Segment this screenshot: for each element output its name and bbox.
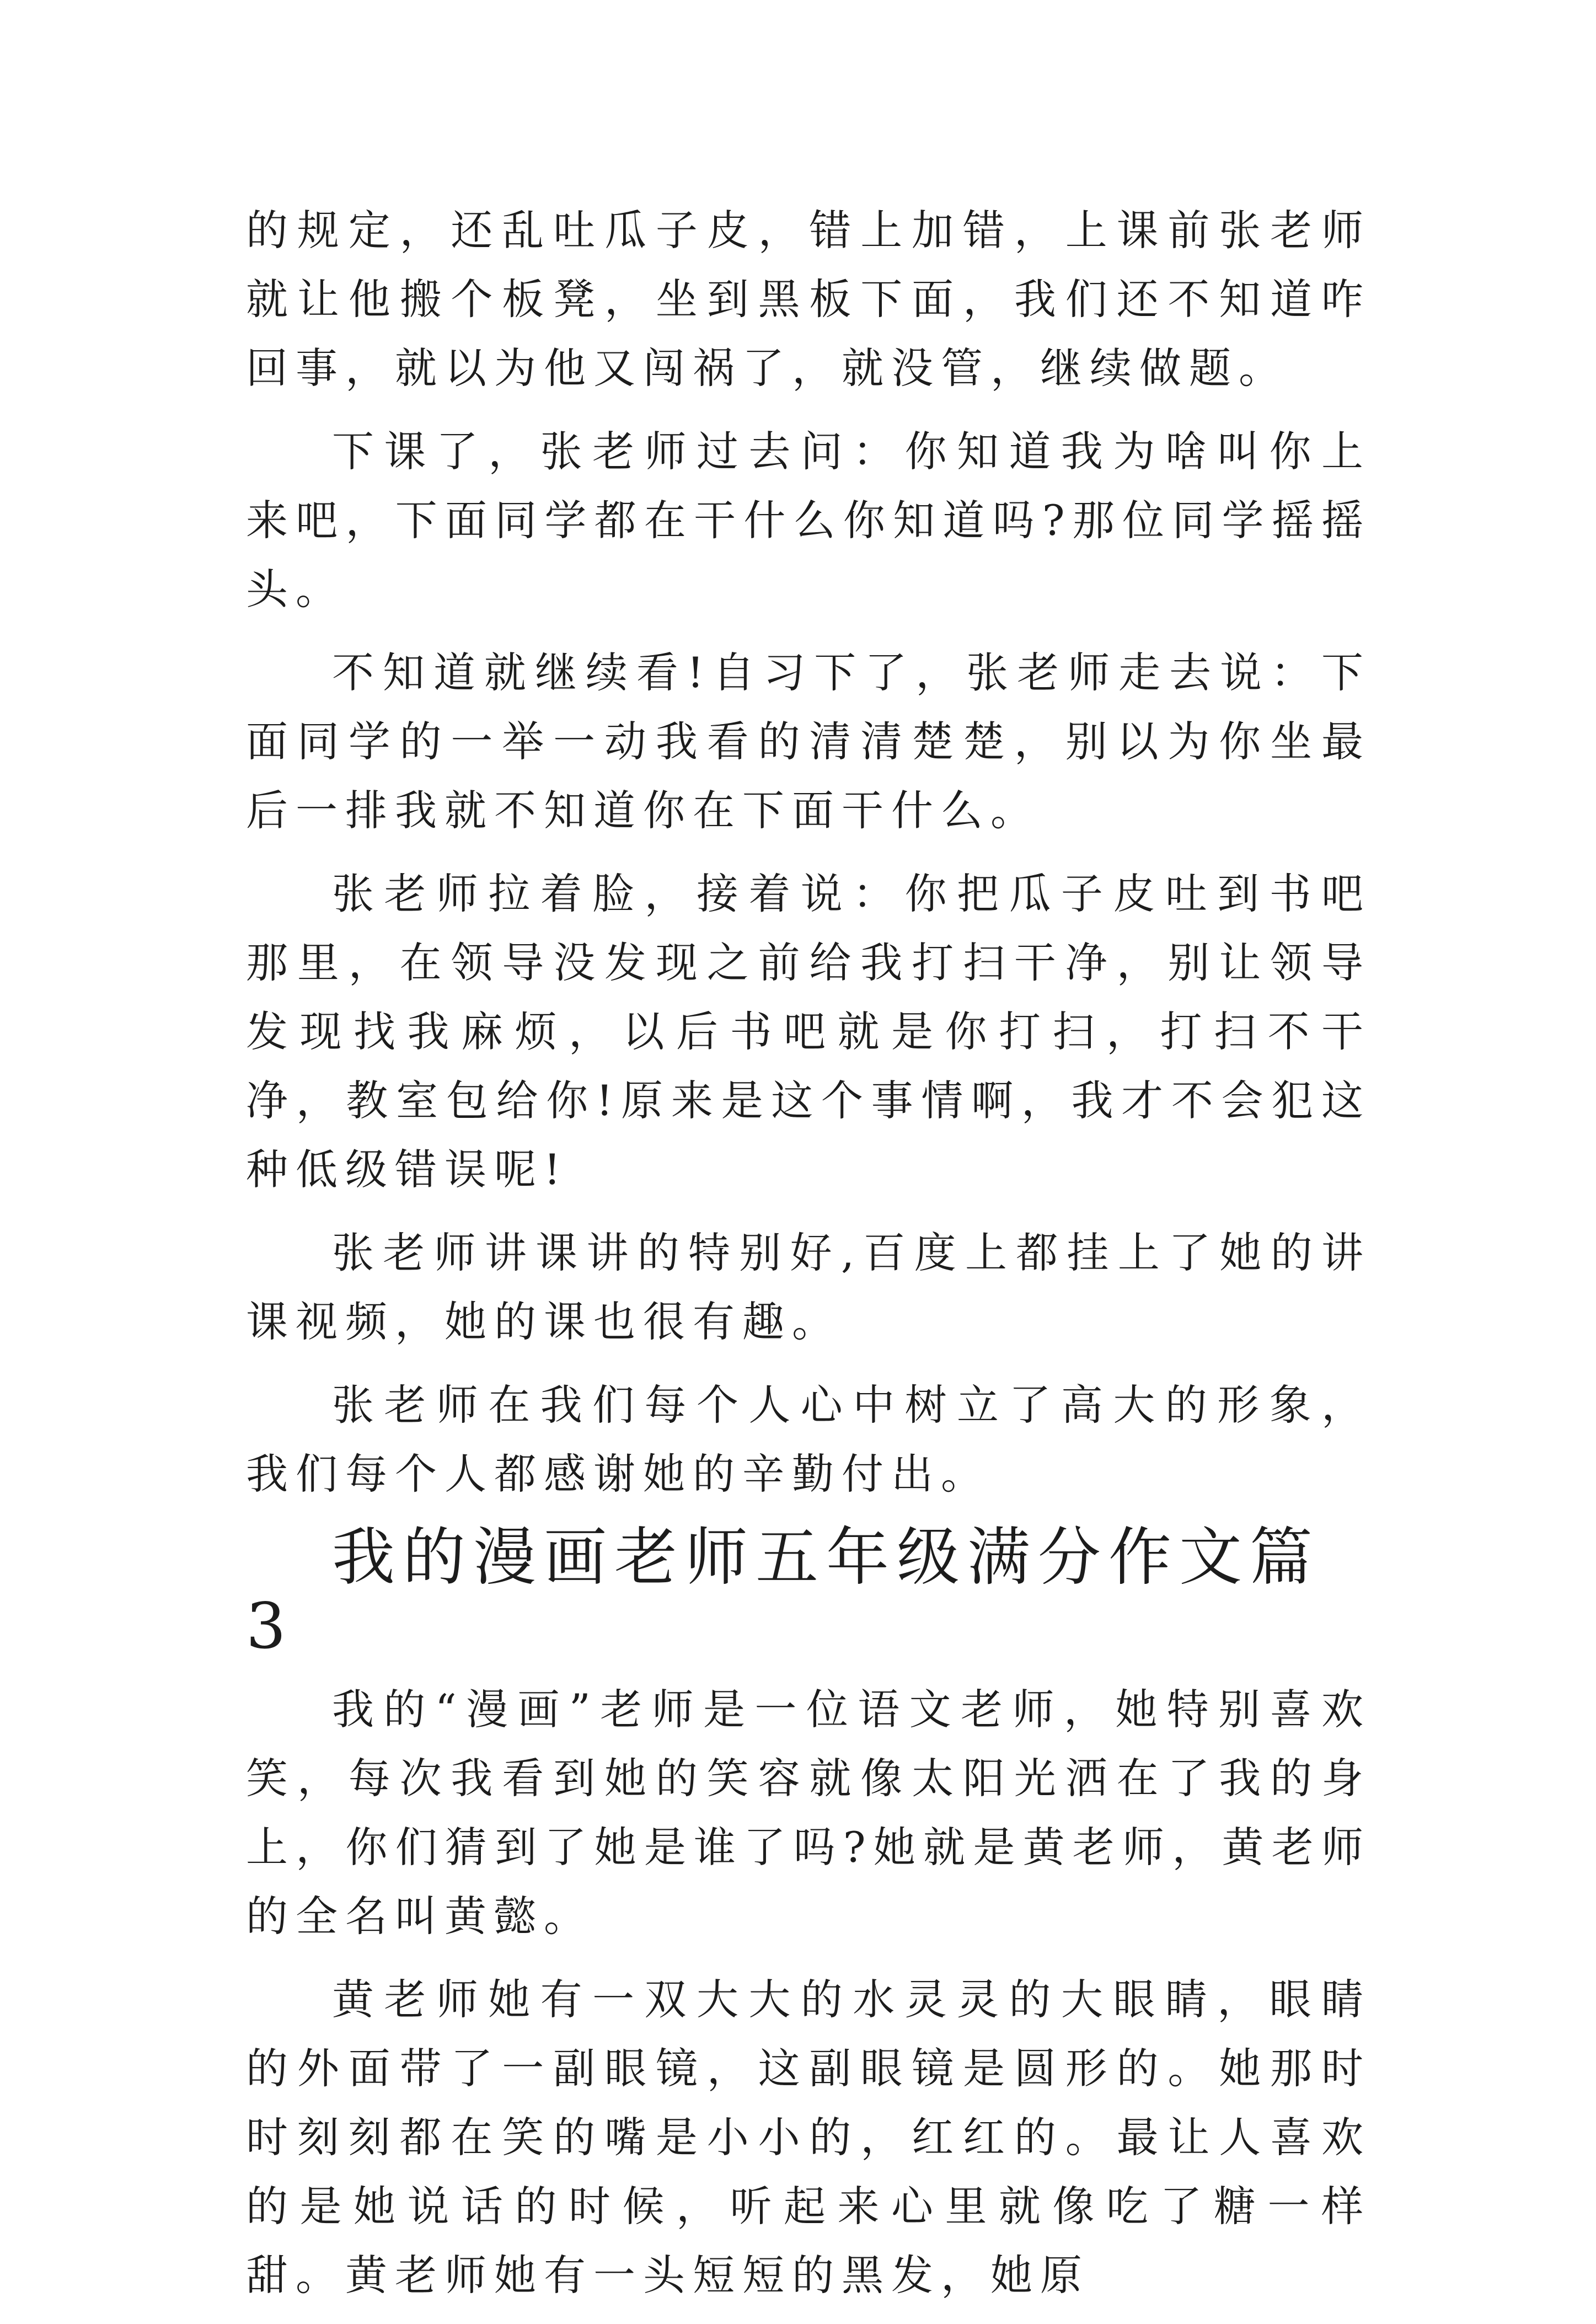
document-body (246, 196, 1371, 2324)
paragraph: 张老师拉着脸，接着说：你把瓜子皮吐到书吧那里，在领导没发现之前给我打扫干净，别让领导发现找我麻烦，以后书吧就是你打扫，打扫不干净，教室包给你!原来是这个事情啊，我才不会犯这种低级错误呢! (246, 869, 1371, 1194)
paragraph: 下课了，张老师过去问：你知道我为啥叫你上来吧，下面同学都在干什么你知道吗?那位同学摇摇头。 (246, 427, 1371, 614)
paragraph: 不知道就继续看!自习下了，张老师走去说：下面同学的一举一动我看的清清楚楚，别以为你坐最后一排我就不知道你在下面干什么。 (246, 648, 1371, 835)
section-heading: 我的漫画老师五年级满分作文篇 3 (246, 1520, 1321, 1663)
paragraph: 黄老师她有一双大大的水灵灵的大眼睛，眼睛的外面带了一副眼镜，这副眼镜是圆形的。她那时时刻刻都在笑的嘴是小小的，红红的。最让人喜欢的是她说话的时候，听起来心里就像吃了糖一样甜。黄老师她有一头短短的黑发，她原 (246, 1975, 1371, 2300)
paragraph: 张老师在我们每个人心中树立了高大的形象，我们每个人都感谢她的辛勤付出。 (246, 1380, 1371, 1498)
paragraph: 张老师讲课讲的特别好,百度上都挂上了她的讲课视频，她的课也很有趣。 (246, 1228, 1371, 1346)
paragraph-continued: 的规定，还乱吐瓜子皮，错上加错，上课前张老师就让他搬个板凳，坐到黑板下面，我们还不知道咋回事，就以为他又闯祸了，就没管，继续做题。 (246, 206, 1371, 393)
paragraph: 我的“漫画”老师是一位语文老师，她特别喜欢笑，每次我看到她的笑容就像太阳光洒在了我的身上，你们猜到了她是谁了吗?她就是黄老师，黄老师的全名叫黄懿。 (246, 1685, 1371, 1941)
